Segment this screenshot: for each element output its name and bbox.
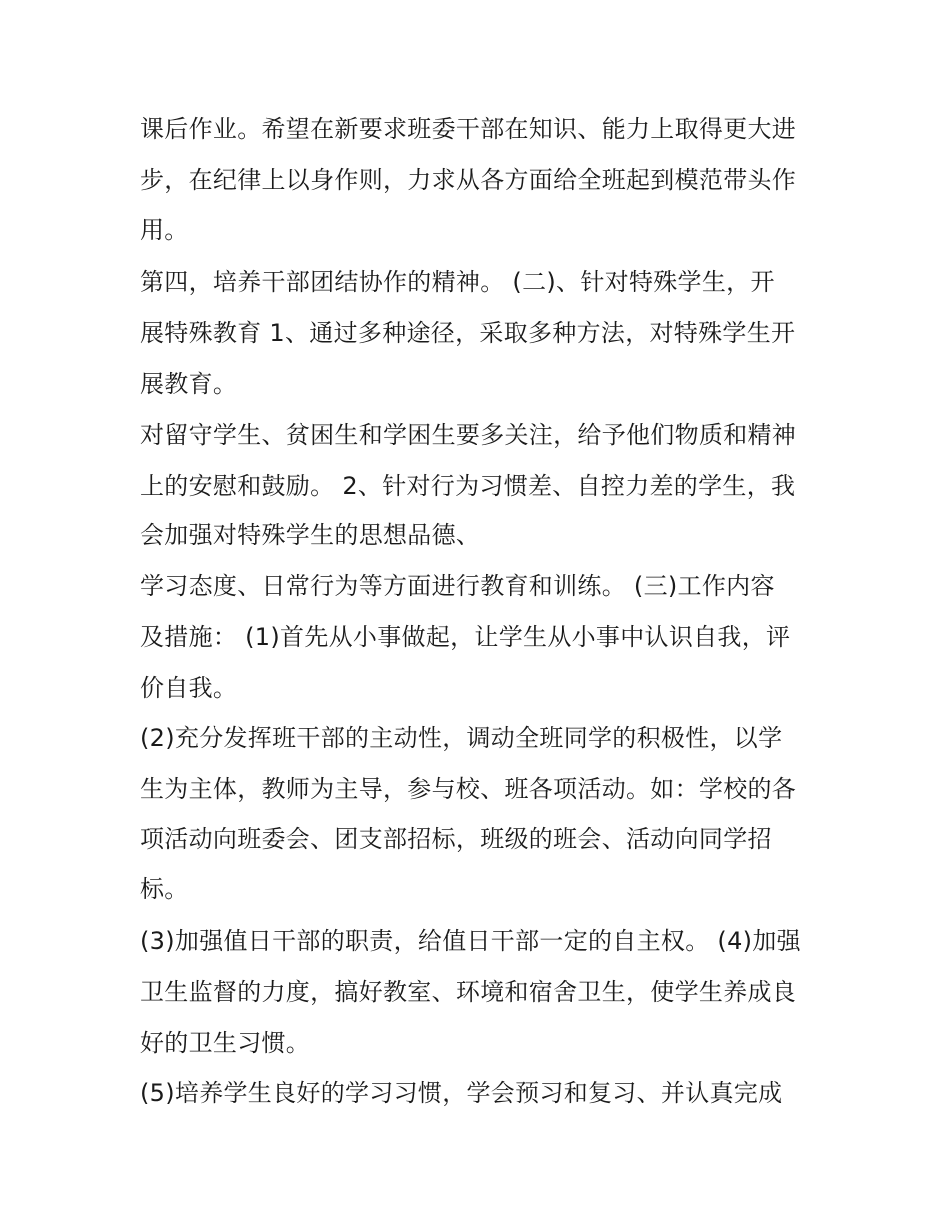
text-line: 标。	[140, 875, 189, 903]
text-line: 第四，培养干部团结协作的精神。 (二)、针对特殊学生，开	[140, 268, 775, 296]
text-line: (5)培养学生良好的学习习惯，学会预习和复习、并认真完成	[140, 1079, 783, 1107]
text-line: 项活动向班委会、团支部招标，班级的班会、活动向同学招	[140, 825, 772, 853]
text-line: 好的卫生习惯。	[140, 1029, 311, 1057]
text-line: 对留守学生、贫困生和学困生要多关注，给予他们物质和精神	[140, 421, 797, 449]
text-line: 学习态度、日常行为等方面进行教育和训练。 (三)工作内容	[140, 572, 775, 600]
text-line: 步，在纪律上以身作则，力求从各方面给全班起到模范带头作	[140, 166, 797, 194]
text-line: 展特殊教育 1、通过多种途径，采取多种方法，对特殊学生开	[140, 319, 796, 347]
text-line: 上的安慰和鼓励。 2、针对行为习惯差、自控力差的学生，我	[140, 472, 796, 500]
text-line: 生为主体，教师为主导，参与校、班各项活动。如：学校的各	[140, 775, 797, 803]
text-line: 展教育。	[140, 370, 238, 398]
text-line: 及措施： (1)首先从小事做起，让学生从小事中认识自我，评	[140, 623, 791, 651]
text-line: 用。	[140, 216, 189, 244]
text-line: 价自我。	[140, 674, 238, 702]
text-line: 会加强对特殊学生的思想品德、	[140, 521, 481, 549]
text-line: 课后作业。希望在新要求班委干部在知识、能力上取得更大进	[140, 115, 797, 143]
text-line: (2)充分发挥班干部的主动性，调动全班同学的积极性，以学	[140, 724, 783, 752]
text-line: (3)加强值日干部的职责，给值日干部一定的自主权。 (4)加强	[140, 927, 801, 955]
text-line: 卫生监督的力度，搞好教室、环境和宿舍卫生，使学生养成良	[140, 978, 797, 1006]
